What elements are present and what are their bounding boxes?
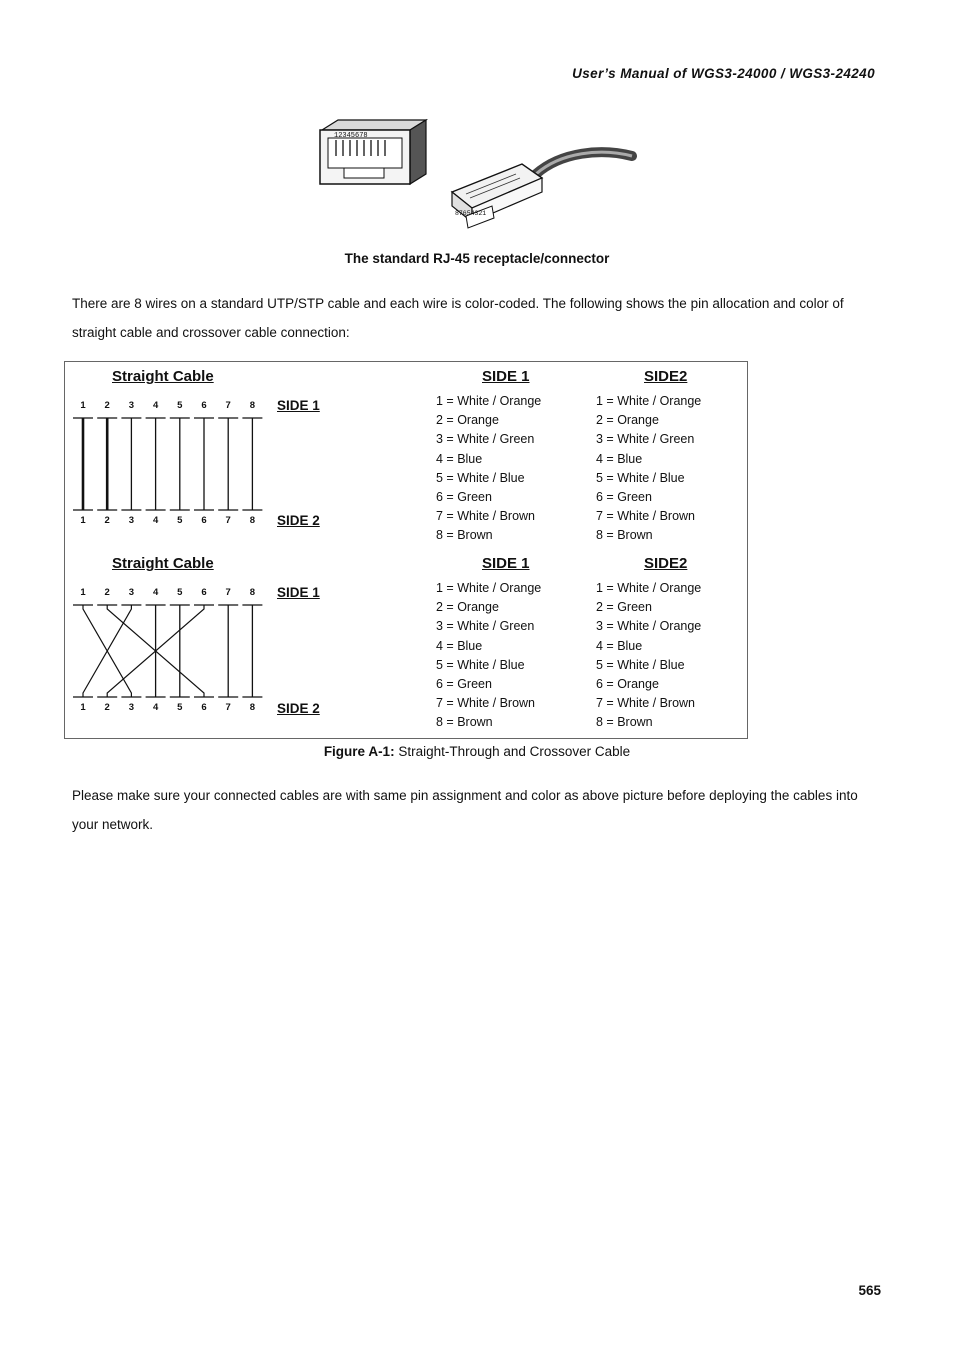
pin-item: 6 = Green <box>596 490 652 505</box>
pin-item: 1 = White / Orange <box>596 581 702 595</box>
pin-item: 2 = Orange <box>436 413 499 428</box>
straight-section-title: Straight Cable <box>112 368 214 385</box>
pin-number-bottom: 3 <box>128 515 135 526</box>
pin-item: 4 = Blue <box>436 638 483 653</box>
rj45-receptacle-drawing <box>320 120 426 184</box>
pin-item: 6 = Orange <box>596 677 659 692</box>
pin-number-bottom: 4 <box>152 702 159 713</box>
pin-number-top: 2 <box>104 587 110 598</box>
pin-number-bottom: 8 <box>249 515 256 526</box>
pin-number-bottom: 6 <box>201 702 207 713</box>
pin-item: 7 = White / Brown <box>436 696 535 711</box>
pin-number-top: 2 <box>104 400 110 411</box>
straight-side1-pin-list <box>436 392 541 546</box>
closing-paragraph: Please make sure your connected cables are with same pin assignment and color as above picture before deploying the cables into your network. <box>72 788 858 832</box>
plug-pin-label: 87654321 <box>455 210 487 217</box>
pin-item: 4 = Blue <box>596 638 643 653</box>
connector-caption: The standard RJ-45 receptacle/connector <box>344 251 610 266</box>
pin-item: 8 = Brown <box>596 528 653 543</box>
crossover-side2-label: SIDE 2 <box>277 701 320 716</box>
pin-item: 4 = Blue <box>436 451 483 466</box>
pin-item: 6 = Green <box>436 677 492 692</box>
pin-number-bottom: 5 <box>177 515 183 526</box>
straight-side1-header: SIDE 1 <box>482 368 530 385</box>
straight-side1-label: SIDE 1 <box>277 398 320 413</box>
pin-number-top: 3 <box>128 400 135 411</box>
pin-item: 5 = White / Blue <box>596 657 685 672</box>
pin-number-bottom: 1 <box>80 702 86 713</box>
pin-number-top: 6 <box>201 587 207 598</box>
pin-item: 3 = White / Green <box>596 432 695 447</box>
pin-number-top: 5 <box>177 587 183 598</box>
pin-item: 3 = White / Orange <box>596 619 702 634</box>
pin-number-top: 4 <box>152 587 159 598</box>
pin-number-top: 5 <box>177 400 183 411</box>
pin-number-bottom: 7 <box>225 702 231 713</box>
pin-item: 7 = White / Brown <box>596 696 695 711</box>
crossover-side1-pin-list <box>436 579 541 733</box>
crossover-side2-header: SIDE2 <box>644 555 688 572</box>
intro-paragraph: There are 8 wires on a standard UTP/STP cable and each wire is color-coded. The following shows the pin allocation and color of straight cable and crossover cable connection: <box>72 296 844 340</box>
pin-item: 5 = White / Blue <box>596 470 685 485</box>
straight-side2-header: SIDE2 <box>644 368 688 385</box>
pin-item: 7 = White / Brown <box>436 509 535 524</box>
pin-item: 1 = White / Orange <box>596 394 702 408</box>
figure-caption-label: Figure A-1: <box>323 744 395 759</box>
crossover-section-title: Straight Cable <box>112 555 214 572</box>
pin-item: 8 = Brown <box>436 715 493 730</box>
page-number: 565 <box>858 1283 881 1298</box>
pin-number-top: 7 <box>225 587 231 598</box>
pin-number-bottom: 5 <box>177 702 183 713</box>
rj45-connector-illustration <box>316 112 640 232</box>
cable-figure-box <box>64 361 748 739</box>
pin-number-top: 8 <box>249 587 256 598</box>
pin-number-top: 1 <box>80 400 86 411</box>
pin-number-top: 7 <box>225 400 231 411</box>
pin-number-bottom: 8 <box>249 702 256 713</box>
pin-item: 6 = Green <box>436 490 492 505</box>
rj45-plug-drawing <box>452 164 542 228</box>
pin-number-top: 6 <box>201 400 207 411</box>
pin-number-bottom: 1 <box>80 515 86 526</box>
pin-number-top: 1 <box>80 587 86 598</box>
pin-item: 8 = Brown <box>596 715 653 730</box>
pin-item: 5 = White / Blue <box>436 470 525 485</box>
pin-item: 2 = Green <box>596 600 652 615</box>
pin-number-bottom: 2 <box>104 515 110 526</box>
pin-number-bottom: 2 <box>104 702 110 713</box>
pin-number-top: 3 <box>128 587 135 598</box>
pin-number-top: 8 <box>249 400 256 411</box>
pin-item: 1 = White / Orange <box>436 581 542 595</box>
pin-number-bottom: 7 <box>225 515 231 526</box>
pin-item: 7 = White / Brown <box>596 509 695 524</box>
pin-item: 8 = Brown <box>436 528 493 543</box>
figure-caption <box>0 744 954 759</box>
straight-side2-pin-list <box>596 392 701 546</box>
receptacle-pin-label: 12345678 <box>334 132 368 140</box>
pin-item: 4 = Blue <box>596 451 643 466</box>
pin-item: 1 = White / Orange <box>436 394 542 408</box>
crossed-wire <box>83 605 131 697</box>
pin-item: 3 = White / Green <box>436 619 535 634</box>
figure-caption-text: Straight-Through and Crossover Cable <box>394 744 631 759</box>
crossover-side1-header: SIDE 1 <box>482 555 530 572</box>
pin-item: 5 = White / Blue <box>436 657 525 672</box>
pin-item: 3 = White / Green <box>436 432 535 447</box>
pin-number-top: 4 <box>152 400 159 411</box>
crossover-side1-label: SIDE 1 <box>277 585 320 600</box>
crossover-side2-pin-list <box>596 579 701 733</box>
straight-side2-label: SIDE 2 <box>277 513 320 528</box>
pin-item: 2 = Orange <box>436 600 499 615</box>
pin-number-bottom: 3 <box>128 702 135 713</box>
pin-item: 2 = Orange <box>596 413 659 428</box>
manual-header: User’s Manual of WGS3-24000 / WGS3-24240 <box>572 66 875 81</box>
straight-wiring-diagram <box>73 398 263 532</box>
pin-number-bottom: 6 <box>201 515 207 526</box>
pin-number-bottom: 4 <box>152 515 159 526</box>
crossover-wiring-diagram <box>73 585 263 719</box>
